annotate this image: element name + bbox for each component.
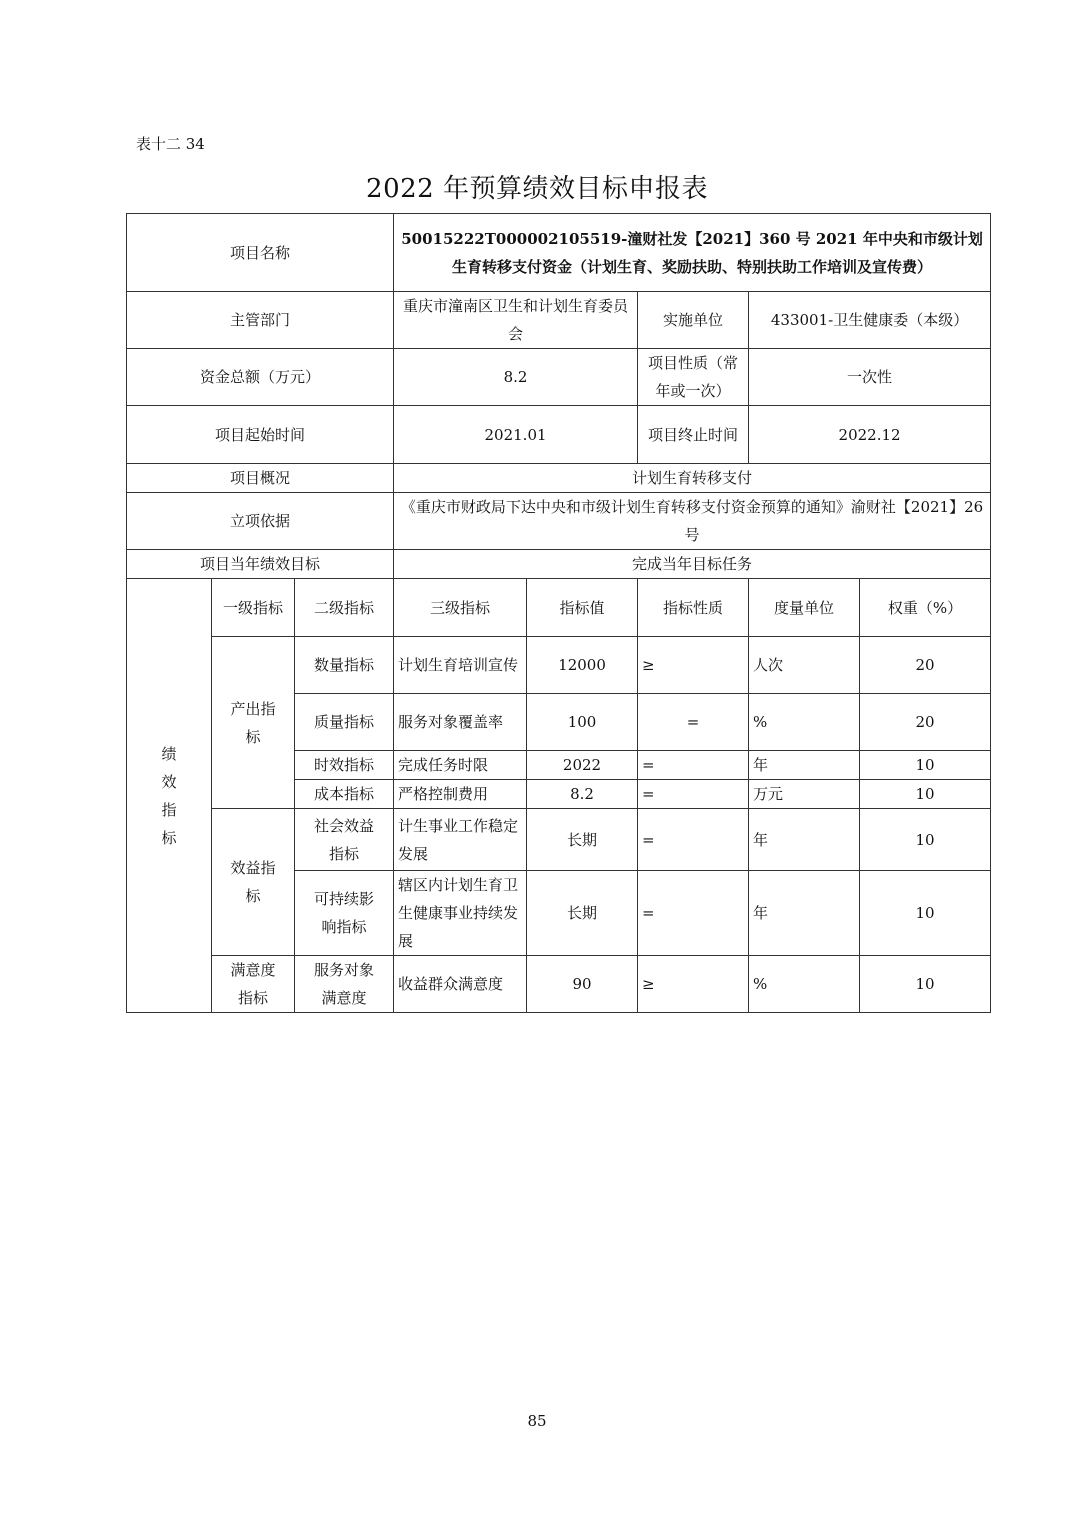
basis-label: 立项依据 (127, 493, 394, 550)
table-number-label: 表十二 34 (136, 135, 205, 153)
weight-cell: 10 (860, 780, 991, 809)
unit-cell: 万元 (749, 780, 860, 809)
project-name-value: 50015222T000002105519-潼财社发【2021】360 号 2021 年中央和市级计划生育转移支付资金（计划生育、奖励扶助、特别扶助工作培训及宣传费） (394, 214, 991, 292)
benefit-indicator-label: 效益指标 (212, 809, 295, 956)
overview-label: 项目概况 (127, 464, 394, 493)
level3-cell: 计划生育培训宣传 (394, 637, 527, 694)
table-row (127, 809, 991, 871)
unit-cell: 年 (749, 871, 860, 956)
header-value: 指标值 (527, 579, 638, 637)
indicator-header-row (127, 579, 991, 637)
weight-cell: 20 (860, 694, 991, 751)
header-unit: 度量单位 (749, 579, 860, 637)
output-indicator-label: 产出指标 (212, 637, 295, 809)
level3-cell: 完成任务时限 (394, 751, 527, 780)
nature-label: 项目性质（常年或一次） (638, 349, 749, 406)
page-number: 85 (527, 1412, 547, 1430)
project-name-label: 项目名称 (127, 214, 394, 292)
unit-cell: 年 (749, 751, 860, 780)
start-label: 项目起始时间 (127, 406, 394, 464)
page-title: 2022 年预算绩效目标申报表 (366, 174, 708, 204)
value-cell: 2022 (527, 751, 638, 780)
level3-cell: 辖区内计划生育卫生健康事业持续发展 (394, 871, 527, 956)
weight-cell: 10 (860, 871, 991, 956)
value-cell: 90 (527, 956, 638, 1013)
level3-cell: 收益群众满意度 (394, 956, 527, 1013)
weight-cell: 10 (860, 956, 991, 1013)
nature-cell: ≥ (638, 637, 749, 694)
value-cell: 长期 (527, 871, 638, 956)
end-value: 2022.12 (749, 406, 991, 464)
level2-cell: 成本指标 (295, 780, 394, 809)
header-level1: 一级指标 (212, 579, 295, 637)
level2-cell: 服务对象满意度 (295, 956, 394, 1013)
level2-cell: 可持续影响指标 (295, 871, 394, 956)
row-project-name (127, 214, 991, 292)
header-nature: 指标性质 (638, 579, 749, 637)
row-basis (127, 493, 991, 550)
unit-cell: % (749, 694, 860, 751)
row-overview (127, 464, 991, 493)
unit-cell: 年 (749, 809, 860, 871)
budget-performance-table (126, 213, 991, 1013)
impl-label: 实施单位 (638, 292, 749, 349)
end-label: 项目终止时间 (638, 406, 749, 464)
dept-label: 主管部门 (127, 292, 394, 349)
nature-cell: ≥ (638, 956, 749, 1013)
level2-cell: 时效指标 (295, 751, 394, 780)
level2-cell: 质量指标 (295, 694, 394, 751)
table-row (127, 637, 991, 694)
unit-cell: 人次 (749, 637, 860, 694)
level3-cell: 严格控制费用 (394, 780, 527, 809)
level2-cell: 社会效益指标 (295, 809, 394, 871)
row-dates (127, 406, 991, 464)
level2-cell: 数量指标 (295, 637, 394, 694)
start-value: 2021.01 (394, 406, 638, 464)
overview-value: 计划生育转移支付 (394, 464, 991, 493)
table-row (127, 956, 991, 1013)
value-cell: 8.2 (527, 780, 638, 809)
goal-label: 项目当年绩效目标 (127, 550, 394, 579)
level3-cell: 服务对象覆盖率 (394, 694, 527, 751)
row-goal (127, 550, 991, 579)
row-fund (127, 349, 991, 406)
dept-value: 重庆市潼南区卫生和计划生育委员会 (394, 292, 638, 349)
impl-value: 433001-卫生健康委（本级） (749, 292, 991, 349)
nature-value: 一次性 (749, 349, 991, 406)
value-cell: 100 (527, 694, 638, 751)
fund-value: 8.2 (394, 349, 638, 406)
weight-cell: 10 (860, 751, 991, 780)
unit-cell: % (749, 956, 860, 1013)
value-cell: 长期 (527, 809, 638, 871)
header-level2: 二级指标 (295, 579, 394, 637)
weight-cell: 10 (860, 809, 991, 871)
nature-cell: = (638, 694, 749, 751)
value-cell: 12000 (527, 637, 638, 694)
fund-label: 资金总额（万元） (127, 349, 394, 406)
goal-value: 完成当年目标任务 (394, 550, 991, 579)
weight-cell: 20 (860, 637, 991, 694)
nature-cell: = (638, 871, 749, 956)
nature-cell: = (638, 780, 749, 809)
satisfaction-indicator-label: 满意度指标 (212, 956, 295, 1013)
basis-value: 《重庆市财政局下达中央和市级计划生育转移支付资金预算的通知》渝财社【2021】26 号 (394, 493, 991, 550)
nature-cell: = (638, 809, 749, 871)
performance-indicator-label: 绩效指标 (127, 579, 212, 1013)
row-department (127, 292, 991, 349)
header-level3: 三级指标 (394, 579, 527, 637)
nature-cell: = (638, 751, 749, 780)
header-weight: 权重（%） (860, 579, 991, 637)
level3-cell: 计生事业工作稳定发展 (394, 809, 527, 871)
